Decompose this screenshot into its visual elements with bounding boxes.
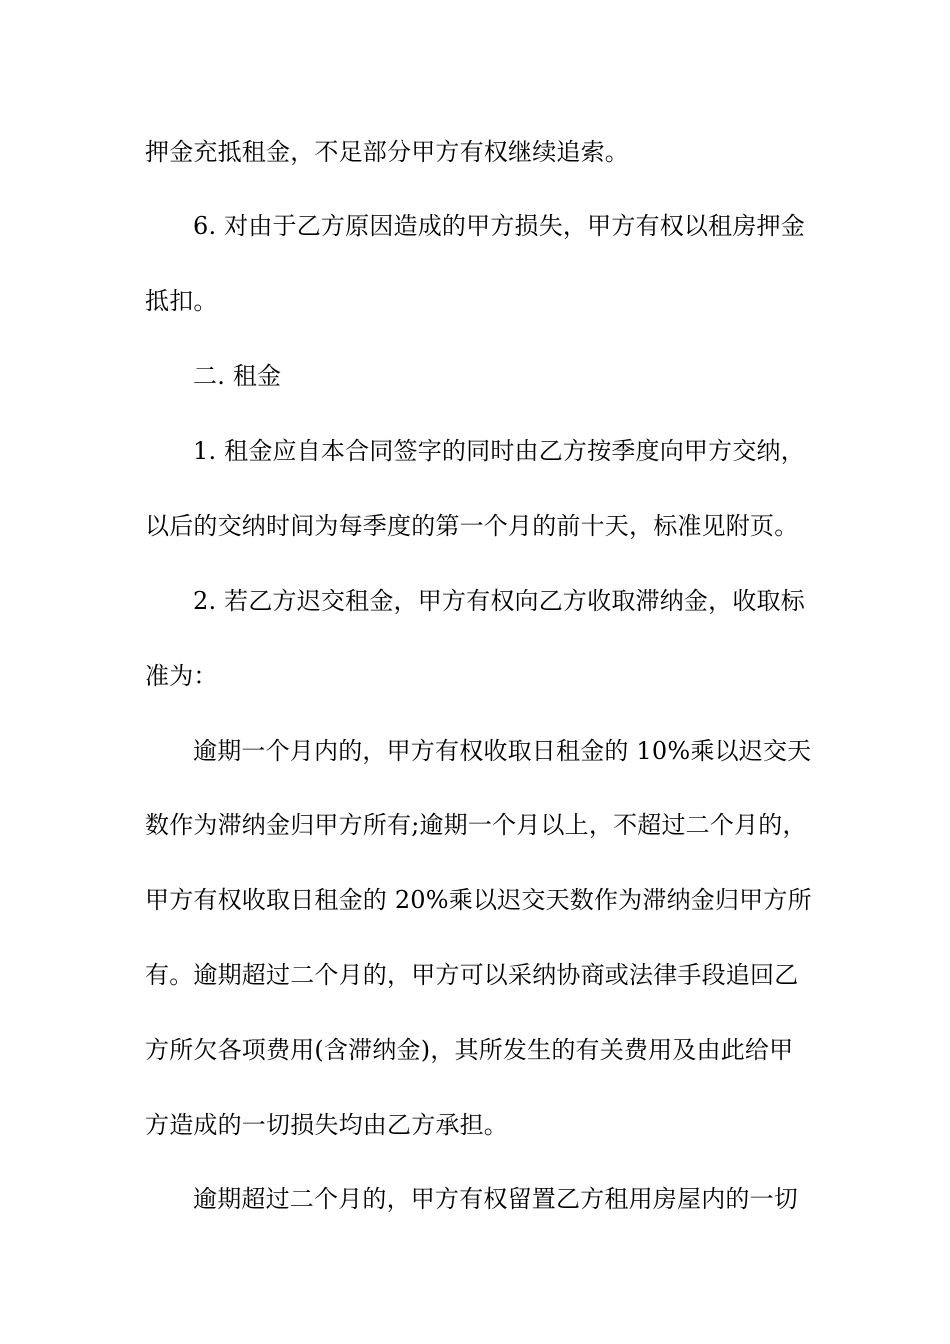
section-heading: 二. 租金 <box>193 362 282 390</box>
paragraph-line: 准为： <box>145 662 218 690</box>
paragraph-line: 有。逾期超过二个月的，甲方可以采纳协商或法律手段追回乙 <box>145 961 799 989</box>
paragraph-line: 甲方有权收取日租金的 20%乘以迟交天数作为滞纳金归甲方所 <box>145 886 812 914</box>
paragraph-line: 2. 若乙方迟交租金，甲方有权向乙方收取滞纳金，收取标 <box>193 587 805 615</box>
paragraph-line: 方所欠各项费用(含滞纳金)，其所发生的有关费用及由此给甲 <box>145 1036 794 1064</box>
paragraph-line: 以后的交纳时间为每季度的第一个月的前十天，标准见附页。 <box>145 512 799 540</box>
paragraph-line: 1. 租金应自本合同签字的同时由乙方按季度向甲方交纳， <box>193 437 805 465</box>
paragraph-line: 数作为滞纳金归甲方所有;逾期一个月以上，不超过二个月的， <box>145 811 807 839</box>
paragraph-line: 方造成的一切损失均由乙方承担。 <box>145 1111 508 1139</box>
paragraph-line: 押金充抵租金，不足部分甲方有权继续追索。 <box>145 138 629 166</box>
paragraph-line: 逾期一个月内的，甲方有权收取日租金的 10%乘以迟交天 <box>193 737 812 765</box>
paragraph-line: 逾期超过二个月的，甲方有权留置乙方租用房屋内的一切 <box>193 1185 798 1213</box>
paragraph-line: 抵扣。 <box>145 287 218 315</box>
paragraph-line: 6. 对由于乙方原因造成的甲方损失，甲方有权以租房押金 <box>193 212 805 240</box>
